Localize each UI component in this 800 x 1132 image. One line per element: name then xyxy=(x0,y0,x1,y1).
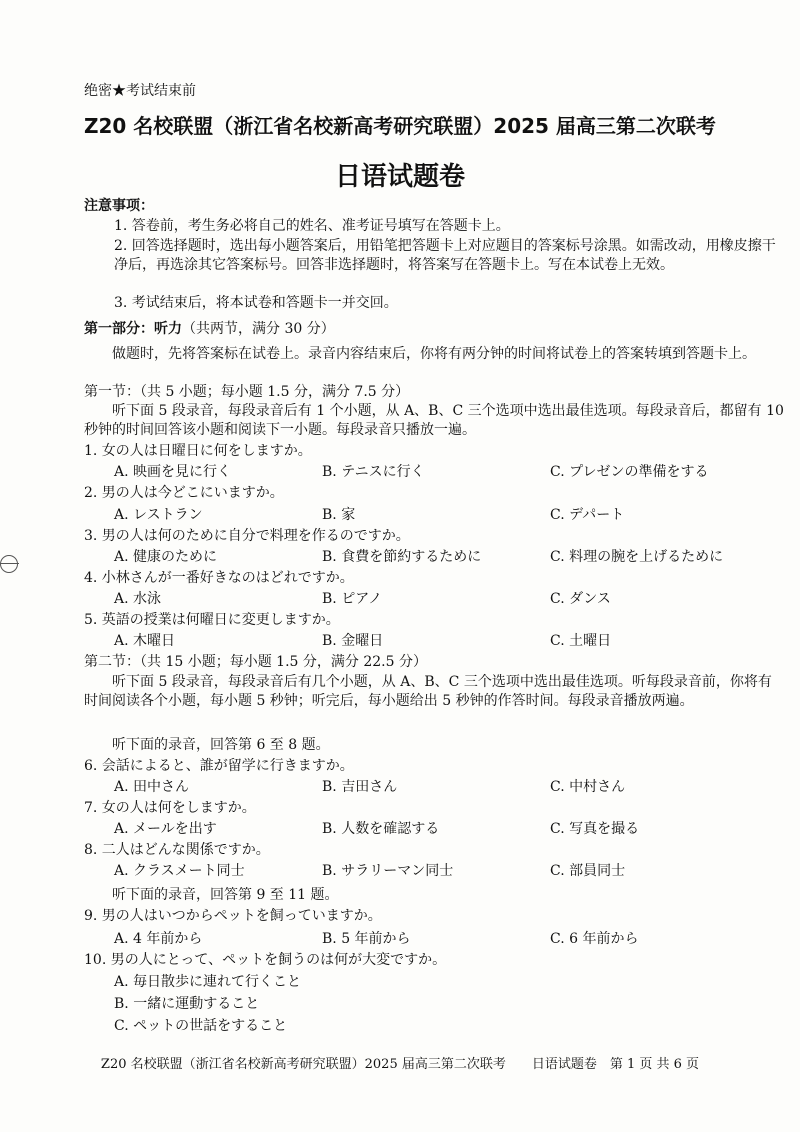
q8-option-c: C. 部員同士 xyxy=(550,863,626,879)
question-4: 4. 小林さんが一番好きなのはどれですか。 xyxy=(84,570,354,586)
notice-item: 3. 考试结束后，将本试卷和答题卡一并交回。 xyxy=(114,295,398,311)
part1-heading xyxy=(84,320,784,339)
q10-option-c: C. ペットの世話をすること xyxy=(114,1018,288,1034)
group-instruction-6-8: 听下面的录音，回答第 6 至 8 题。 xyxy=(112,737,330,753)
group-instruction-9-11: 听下面的录音，回答第 9 至 11 题。 xyxy=(112,887,339,903)
q3-option-a: A. 健康のために xyxy=(114,549,218,565)
question-8: 8. 二人はどんな関係ですか。 xyxy=(84,842,270,858)
q7-option-a: A. メールを出す xyxy=(114,821,217,837)
notice-item: 2. 回答选择题时，选出每小题答案后，用铅笔把答题卡上对应题目的答案标号涂黑。如需改动，用橡皮擦干净后，再选涂其它答案标号。回答非选择题时，将答案写在答题卡上。写在本试卷上无效。 xyxy=(114,238,776,273)
part1-title: 第一部分：听力 xyxy=(84,321,182,337)
q5-option-a: A. 木曜日 xyxy=(114,633,176,649)
question-6: 6. 会話によると、誰が留学に行きますか。 xyxy=(84,758,354,774)
q3-option-b: B. 食費を節約するために xyxy=(322,549,482,565)
q4-option-b: B. ピアノ xyxy=(322,591,383,607)
question-1: 1. 女の人は日曜日に何をしますか。 xyxy=(84,443,312,459)
binding-hole-mark xyxy=(0,555,18,573)
q7-option-b: B. 人数を確認する xyxy=(322,821,440,837)
section1-heading: 第一节：（共 5 小题；每小题 1.5 分，满分 7.5 分） xyxy=(84,384,410,400)
question-7: 7. 女の人は何をしますか。 xyxy=(84,800,256,816)
q6-option-b: B. 吉田さん xyxy=(322,779,398,795)
q1-option-c: C. プレゼンの準備をする xyxy=(550,464,709,480)
q2-option-b: B. 家 xyxy=(322,507,356,523)
exam-subtitle: 日语试题卷 xyxy=(334,162,465,192)
q9-option-a: A. 4 年前から xyxy=(114,931,203,947)
q3-option-c: C. 料理の腕を上げるために xyxy=(550,549,724,565)
q9-option-b: B. 5 年前から xyxy=(322,931,411,947)
part1-note: （共两节，满分 30 分） xyxy=(182,321,335,337)
q5-option-b: B. 金曜日 xyxy=(322,633,384,649)
question-10: 10. 男の人にとって、ペットを飼うのは何が大変ですか。 xyxy=(84,952,447,968)
q2-option-a: A. レストラン xyxy=(114,507,203,523)
q9-option-c: C. 6 年前から xyxy=(550,931,639,947)
notice-heading: 注意事项： xyxy=(84,198,154,214)
q10-option-b: B. 一緒に運動すること xyxy=(114,996,260,1012)
q5-option-c: C. 土曜日 xyxy=(550,633,612,649)
section2-heading: 第二节：（共 15 小题；每小题 1.5 分，满分 22.5 分） xyxy=(84,654,427,670)
section2-intro: 听下面 5 段录音，每段录音后有几个小题，从 A、B、C 三个选项中选出最佳选项。听每段录音前，你将有时间阅读各个小题，每小题 5 秒钟；听完后，每小题给出 5 秒钟的作答时间。每段录音播放两遍。 xyxy=(84,674,772,709)
part1-intro: 做题时，先将答案标在试卷上。录音内容结束后，你将有两分钟的时间将试卷上的答案转填到答题卡上。 xyxy=(112,346,756,362)
question-2: 2. 男の人は今どこにいますか。 xyxy=(84,485,284,501)
q2-option-c: C. デパート xyxy=(550,507,625,523)
q8-option-a: A. クラスメート同士 xyxy=(114,863,245,879)
confidential-label: 绝密★考试结束前 xyxy=(84,83,196,99)
q6-option-a: A. 田中さん xyxy=(114,779,190,795)
q8-option-b: B. サラリーマン同士 xyxy=(322,863,454,879)
q1-option-b: B. テニスに行く xyxy=(322,464,425,480)
question-3: 3. 男の人は何のために自分で料理を作るのですか。 xyxy=(84,528,410,544)
q4-option-a: A. 水泳 xyxy=(114,591,162,607)
section1-intro: 听下面 5 段录音，每段录音后有 1 个小题，从 A、B、C 三个选项中选出最佳选项。每段录音后，都留有 10 秒钟的时间回答该小题和阅读下一小题。每段录音只播放一遍。 xyxy=(84,403,784,438)
q7-option-c: C. 写真を撮る xyxy=(550,821,640,837)
exam-title: Z20 名校联盟（浙江省名校新高考研究联盟）2025 届高三第二次联考 xyxy=(84,114,716,138)
q10-option-a: A. 毎日散歩に連れて行くこと xyxy=(114,974,302,990)
question-9: 9. 男の人はいつからペットを飼っていますか。 xyxy=(84,908,382,924)
question-5: 5. 英語の授業は何曜日に変更しますか。 xyxy=(84,612,340,628)
notice-item: 1. 答卷前，考生务必将自己的姓名、准考证号填写在答题卡上。 xyxy=(114,218,510,234)
page-footer: Z20 名校联盟（浙江省名校新高考研究联盟）2025 届高三第二次联考 日语试题卷 第 1 页 共 6 页 xyxy=(100,1057,700,1072)
q6-option-c: C. 中村さん xyxy=(550,779,626,795)
q1-option-a: A. 映画を見に行く xyxy=(114,464,232,480)
q4-option-c: C. ダンス xyxy=(550,591,611,607)
